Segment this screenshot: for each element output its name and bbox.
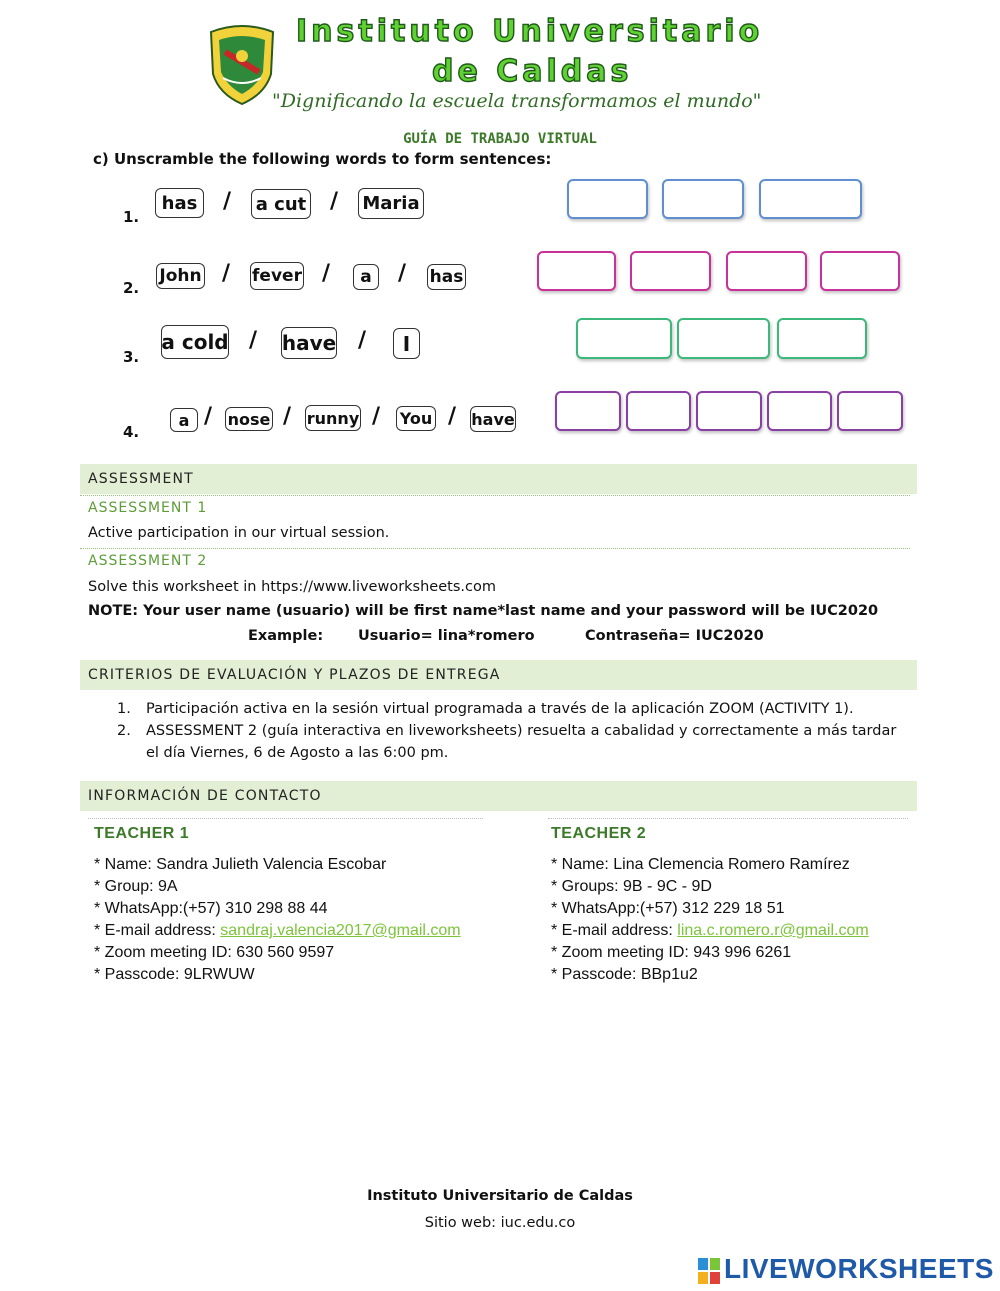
answer-box[interactable] [820, 251, 900, 291]
institution-title-line2: de Caldas [432, 54, 633, 89]
word-chip[interactable]: a [353, 264, 379, 290]
answer-box[interactable] [662, 179, 744, 219]
teacher-2-name: * Name: Lina Clemencia Romero Ramírez [551, 856, 850, 873]
word-chip[interactable]: runny [305, 405, 361, 431]
word-chip[interactable]: nose [225, 407, 273, 431]
criteria-item-1-text: Participación activa en la sesión virtual programada a través de la aplicación ZOOM (ACTIVITY 1). [146, 701, 854, 717]
teacher-1-title: TEACHER 1 [94, 825, 190, 842]
exercise-instruction: c) Unscramble the following words to form sentences: [93, 150, 552, 168]
liveworksheets-logo-icon [698, 1258, 720, 1284]
footer-website: Sitio web: iuc.edu.co [424, 1215, 576, 1231]
row-1-number: 1. [123, 208, 140, 226]
separator-slash: / [222, 261, 231, 286]
assessment-1-text: Active participation in our virtual session. [88, 525, 390, 541]
liveworksheets-brand: LIVEWORKSHEETS [724, 1253, 994, 1284]
assessment-2-text: Solve this worksheet in https://www.liveworksheets.com [88, 579, 496, 595]
word-chip[interactable]: have [281, 327, 337, 359]
word-chip[interactable]: You [396, 406, 436, 431]
word-chip[interactable]: John [156, 263, 205, 289]
word-chip[interactable]: has [427, 264, 466, 290]
separator-slash: / [372, 404, 381, 429]
answer-box[interactable] [630, 251, 711, 291]
separator-slash: / [249, 328, 258, 353]
answer-box[interactable] [677, 318, 770, 359]
divider [548, 818, 908, 819]
teacher-1-passcode: * Passcode: 9LRWUW [94, 966, 255, 983]
divider [80, 548, 910, 549]
teacher-1-email-link[interactable]: sandraj.valencia2017@gmail.com [220, 922, 461, 939]
word-chip[interactable]: have [470, 406, 516, 432]
answer-box[interactable] [555, 391, 621, 431]
answer-box[interactable] [696, 391, 762, 431]
teacher-2-info [551, 854, 869, 986]
answer-box[interactable] [537, 251, 616, 291]
crest-logo [205, 22, 279, 106]
teacher-2-passcode: * Passcode: BBp1u2 [551, 966, 698, 983]
institution-title-line1: Instituto Universitario [296, 14, 764, 49]
separator-slash: / [283, 404, 292, 429]
answer-box[interactable] [576, 318, 672, 359]
example-password: Contraseña= IUC2020 [585, 628, 764, 644]
word-chip[interactable]: fever [250, 262, 304, 290]
separator-slash: / [204, 404, 213, 429]
footer-organization: Instituto Universitario de Caldas [367, 1188, 633, 1204]
word-chip[interactable]: I [393, 328, 420, 359]
divider [80, 495, 910, 496]
criteria-item-1-number: 1. [117, 701, 131, 717]
assessment-2-title: ASSESSMENT 2 [88, 553, 208, 569]
answer-box[interactable] [837, 391, 903, 431]
teacher-1-name: * Name: Sandra Julieth Valencia Escobar [94, 856, 387, 873]
contact-heading: INFORMACIÓN DE CONTACTO [80, 781, 917, 811]
example-label: Example: [248, 628, 324, 644]
divider [88, 818, 483, 819]
motto: "Dignificando la escuela transformamos el mundo" [272, 90, 762, 112]
separator-slash: / [223, 189, 232, 214]
teacher-1-whatsapp: * WhatsApp:(+57) 310 298 88 44 [94, 900, 328, 917]
criteria-heading: CRITERIOS DE EVALUACIÓN Y PLAZOS DE ENTREGA [80, 660, 917, 690]
separator-slash: / [358, 328, 367, 353]
row-4-number: 4. [123, 423, 140, 441]
answer-box[interactable] [767, 391, 832, 431]
separator-slash: / [398, 261, 407, 286]
row-2-number: 2. [123, 279, 140, 297]
criteria-item-2-text: ASSESSMENT 2 (guía interactiva en liveworksheets) resuelta a cabalidad y correctamente a más tardar [146, 723, 897, 739]
teacher-1-group: * Group: 9A [94, 878, 178, 895]
answer-box[interactable] [759, 179, 862, 219]
criteria-item-2-text-continued: el día Viernes, 6 de Agosto a las 6:00 pm. [146, 745, 449, 761]
answer-box[interactable] [626, 391, 691, 431]
teacher-2-email-label: * E-mail address: [551, 922, 678, 939]
answer-box[interactable] [777, 318, 867, 359]
separator-slash: / [330, 189, 339, 214]
guide-title: GUÍA DE TRABAJO VIRTUAL [403, 131, 597, 147]
word-chip[interactable]: a cold [161, 325, 229, 359]
word-chip[interactable]: a [170, 408, 198, 432]
teacher-2-title: TEACHER 2 [551, 825, 647, 842]
teacher-1-zoom: * Zoom meeting ID: 630 560 9597 [94, 944, 335, 961]
teacher-2-whatsapp: * WhatsApp:(+57) 312 229 18 51 [551, 900, 785, 917]
login-note: NOTE: Your user name (usuario) will be first name*last name and your password will be IUC2020 [88, 603, 879, 619]
word-chip[interactable]: Maria [358, 188, 424, 219]
separator-slash: / [322, 261, 331, 286]
answer-box[interactable] [726, 251, 807, 291]
teacher-2-zoom: * Zoom meeting ID: 943 996 6261 [551, 944, 792, 961]
row-3-number: 3. [123, 348, 140, 366]
assessment-heading: ASSESSMENT [80, 464, 917, 494]
teacher-2-group: * Groups: 9B - 9C - 9D [551, 878, 712, 895]
assessment-1-title: ASSESSMENT 1 [88, 500, 208, 516]
teacher-1-email-row [94, 920, 461, 942]
teacher-2-email-row [551, 920, 869, 942]
separator-slash: / [448, 404, 457, 429]
teacher-1-info [94, 854, 461, 986]
example-user: Usuario= lina*romero [358, 628, 535, 644]
answer-box[interactable] [567, 179, 648, 219]
criteria-item-2-number: 2. [117, 723, 131, 739]
teacher-1-email-label: * E-mail address: [94, 922, 221, 939]
word-chip[interactable]: has [155, 188, 204, 218]
word-chip[interactable]: a cut [251, 189, 311, 219]
teacher-2-email-link[interactable]: lina.c.romero.r@gmail.com [677, 922, 869, 939]
